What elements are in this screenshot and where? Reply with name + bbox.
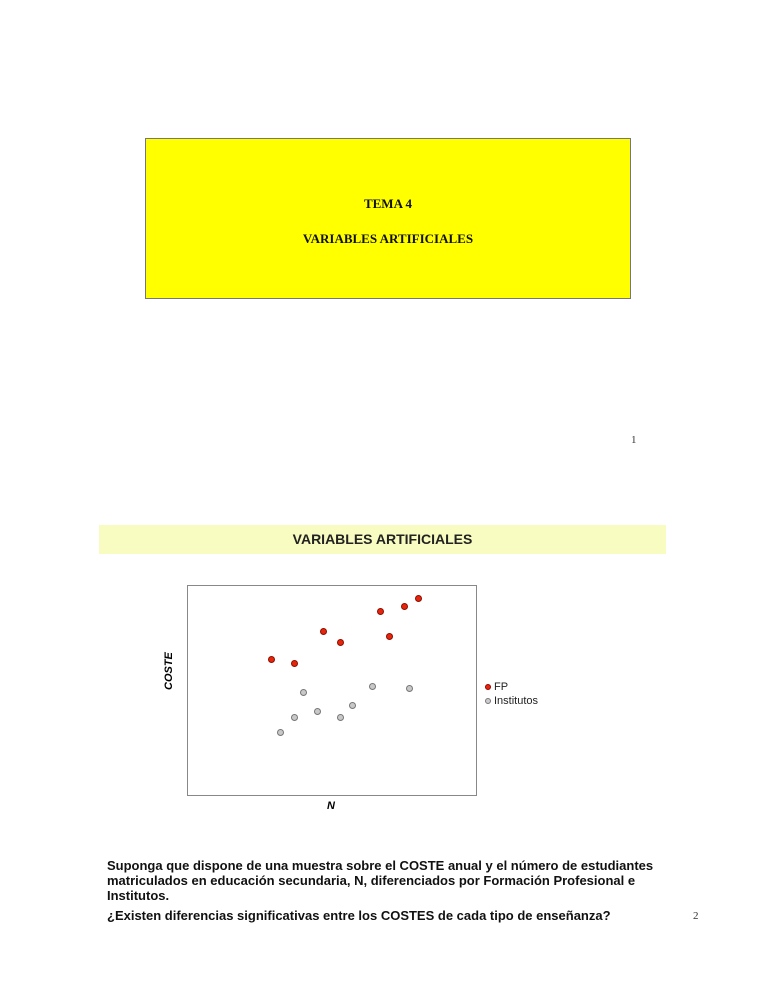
page-number-2: 2 [693,910,699,922]
fp-point [320,628,327,635]
title-box [145,138,631,299]
question-text: ¿Existen diferencias significativas entre los COSTES de cada tipo de enseñanza? [107,908,611,923]
description-paragraph: Suponga que dispone de una muestra sobre el COSTE anual y el número de estudiantes matriculados en educación secundaria, N, diferenciados por Formación Profesional e Institutos. [107,858,654,903]
fp-point [401,603,408,610]
slide-subtitle: VARIABLES ARTIFICIALES [302,231,474,246]
institutos-point [314,708,321,715]
institutos-point [291,714,298,721]
fp-point [268,656,275,663]
legend [485,680,538,708]
fp-point [386,633,393,640]
y-axis-label: COSTE [163,652,175,690]
slide-heading: VARIABLES ARTIFICIALES [99,525,666,554]
institutos-point [369,683,376,690]
legend-item-fp: FP [485,680,538,694]
fp-point [337,639,344,646]
page-number-1: 1 [631,434,637,446]
fp-marker-icon [485,684,491,690]
fp-point [377,608,384,615]
legend-item-institutos: Institutos [485,694,538,708]
fp-point [415,595,422,602]
institutos-point [300,689,307,696]
institutos-point [349,702,356,709]
x-axis-label: N [327,800,335,812]
fp-point [291,660,298,667]
slide-title: TEMA 4 [363,196,413,211]
institutos-point [406,685,413,692]
institutos-point [337,714,344,721]
scatter-plot [187,585,477,796]
institutos-marker-icon [485,698,491,704]
institutos-point [277,729,284,736]
